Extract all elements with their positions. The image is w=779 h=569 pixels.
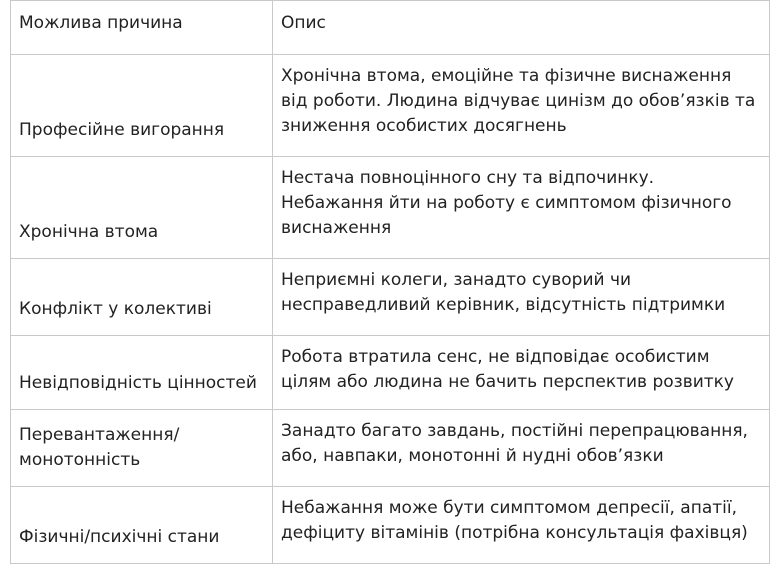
description-cell: Неприємні колеги, занадто суворий чи несправедливий керівник, відсутність підтримки — [273, 259, 770, 336]
causes-table — [10, 0, 770, 564]
table-row — [11, 55, 770, 157]
description-cell: Занадто багато завдань, постійні перепрацювання, або, навпаки, монотонні й нудні обов’язки — [273, 410, 770, 487]
description-cell: Небажання може бути симптомом депресії, апатії, дефіциту вітамінів (потрібна консультація фахівця) — [273, 487, 770, 564]
table-row — [11, 157, 770, 259]
cause-cell: Фізичні/психічні стани — [11, 487, 273, 564]
cause-cell: Хронічна втома — [11, 157, 273, 259]
description-cell: Робота втратила сенс, не відповідає особистим цілям або людина не бачить перспектив розвитку — [273, 336, 770, 410]
description-cell: Нестача повноцінного сну та відпочинку. Небажання йти на роботу є симптомом фізичного виснаження — [273, 157, 770, 259]
table-header-row — [11, 1, 770, 55]
cause-cell: Конфлікт у колективі — [11, 259, 273, 336]
table-row — [11, 336, 770, 410]
table-row — [11, 487, 770, 564]
description-cell: Хронічна втома, емоційне та фізичне виснаження від роботи. Людина відчуває цинізм до обов’язків та зниження особистих досягнень — [273, 55, 770, 157]
table-row — [11, 410, 770, 487]
causes-table-container — [10, 0, 769, 564]
cause-cell: Невідповідність цінностей — [11, 336, 273, 410]
cause-cell: Професійне вигорання — [11, 55, 273, 157]
header-description: Опис — [273, 1, 770, 55]
cause-cell: Перевантаження/ монотонність — [11, 410, 273, 487]
table-row — [11, 259, 770, 336]
header-cause: Можлива причина — [11, 1, 273, 55]
